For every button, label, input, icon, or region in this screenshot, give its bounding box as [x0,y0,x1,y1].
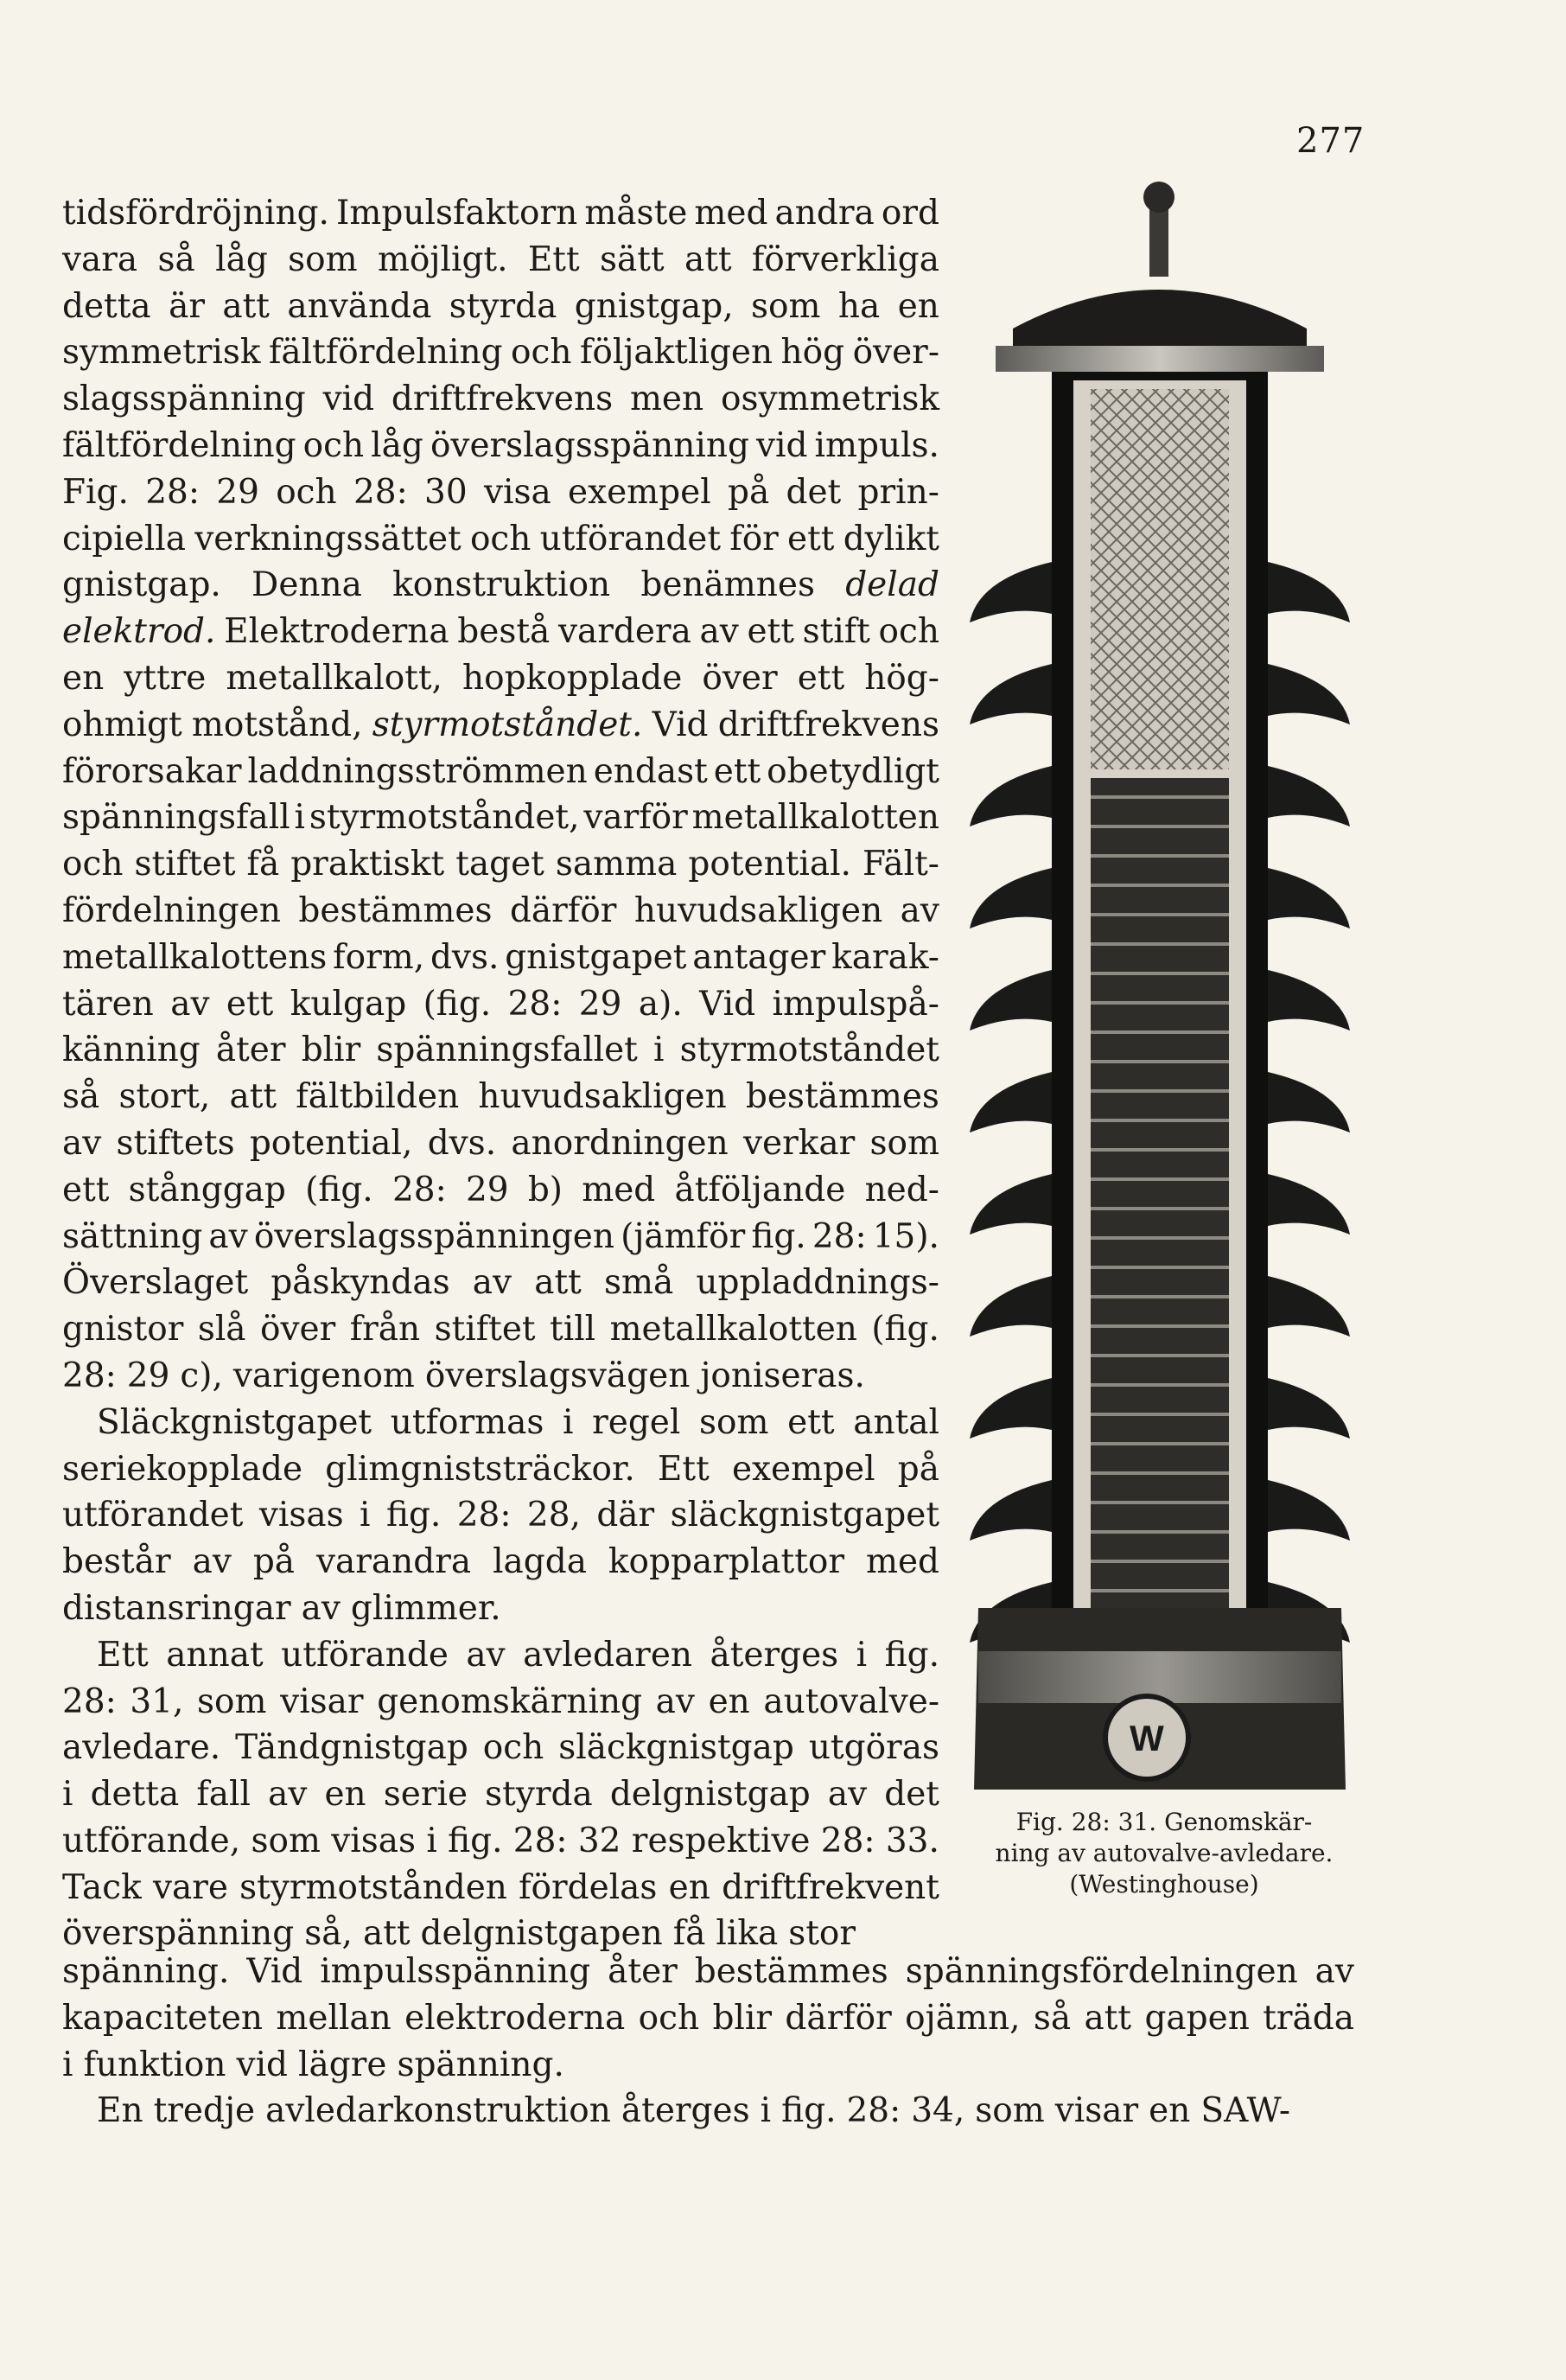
shed-left [970,1378,1052,1439]
text-line: Fig. 28: 29 och 28: 30 visa exempel på det prin- [62,472,939,512]
text-line: ohmigt motstånd, styrmotståndet. Vid driftfrekvens [62,705,939,744]
text-line: distansringar av glimmer. [62,1588,501,1628]
text-line: överspänning så, att delgnistgapen få lika stor [62,1914,856,1954]
shed-left [970,664,1052,724]
text-line: 28: 29 c), varigenom överslagsvägen joniseras. [62,1356,865,1395]
text-line: Släckgnistgapet utformas i regel som ett antal [97,1402,939,1442]
text-line: utförande, som visas i fig. 28: 32 respektive 28: 33. [62,1821,939,1860]
text-line: gnistgap. Denna konstruktion benämnes delad [62,565,939,605]
text-line: fördelningen bestämmes därför huvudsakligen av [62,890,939,930]
text-line: symmetrisk fältfördelning och följaktligen hög över- [62,333,939,373]
text-line: slagsspänning vid driftfrekvens men osymmetrisk [62,380,939,419]
text-line: i funktion vid lägre spänning. [62,2045,564,2084]
text-line: spänning. Vid impulsspänning åter bestämmes spänningsfördelningen av [62,1952,1354,1991]
shed-right [1268,766,1350,826]
figure-caption [961,1807,1367,1900]
text-line: elektrod. Elektroderna bestå vardera av ett stift och [62,612,939,652]
text-line: kapaciteten mellan elektroderna och blir därför ojämn, så att gapen träda [62,1998,1354,2038]
shed-left [970,1276,1052,1337]
text-line: i detta fall av en serie styrda delgnistgap av det [62,1775,939,1815]
shed-right [1268,1072,1350,1133]
text-line: metallkalottens form, dvs. gnistgapet antager karak- [62,937,939,977]
shed-left [970,766,1052,826]
page-number: 277 [1296,121,1365,161]
text-line: tidsfördröjning. Impulsfaktorn måste med andra ord [62,194,939,233]
text-line: ett stånggap (fig. 28: 29 b) med åtföljande ned- [62,1170,939,1209]
text-line: cipiella verkningssättet och utförandet för ett dylikt [62,519,939,558]
text-line: gnistor slå över från stiftet till metallkalotten (fig. [62,1310,939,1350]
caption-line: (Westinghouse) [1069,1870,1259,1898]
shed-right [1268,1276,1350,1337]
text-line: en yttre metallkalott, hopkopplade över ett hög- [62,658,939,698]
shed-right [1268,562,1350,622]
text-line: så stort, att fältbilden huvudsakligen bestämmes [62,1077,939,1117]
shed-left [970,1072,1052,1133]
shed-left [970,1174,1052,1235]
westinghouse-badge: W [1130,1718,1164,1758]
text-line: Ett annat utförande av avledaren återges i fig. [97,1635,939,1675]
shed-left [970,1480,1052,1541]
text-line: består av på varandra lagda kopparplattor med [62,1542,939,1582]
arrester-cutaway-photo [961,182,1359,1798]
shed-right [1268,1378,1350,1439]
text-line: av stiftets potential, dvs. anordningen verkar som [62,1123,939,1163]
figure-arrester [961,182,1359,1798]
text-line: utförandet visas i fig. 28: 28, där släckgnistgapet [62,1496,939,1535]
text-line: detta är att använda styrda gnistgap, som ha en [62,286,939,326]
text-line: avledare. Tändgnistgap och släckgnistgap utgöras [62,1728,939,1768]
body-text-wide [62,1949,1354,2134]
shed-right [1268,868,1350,928]
shed-right [1268,664,1350,724]
caption-line: ning av autovalve-avledare. [995,1839,1334,1867]
text-line: spänningsfall i styrmotståndet, varför metallkalotten [62,798,939,838]
text-line: förorsakar laddningsströmmen endast ett obetydligt [62,751,939,791]
caption-line: Fig. 28: 31. Genomskär- [1015,1808,1313,1836]
shed-left [970,970,1052,1030]
text-line: tären av ett kulgap (fig. 28: 29 a). Vid impulspå- [62,984,939,1024]
text-line: och stiftet få praktiskt taget samma potential. Fält- [62,845,939,884]
body-text-column [62,190,939,1957]
shed-right [1268,970,1350,1030]
shed-right [1268,1174,1350,1235]
shed-left [970,562,1052,622]
text-line: Överslaget påskyndas av att små uppladdnings- [62,1263,939,1303]
shed-right [1268,1480,1350,1541]
text-line: seriekopplade glimgniststräckor. Ett exempel på [62,1449,939,1489]
text-line: sättning av överslagsspänningen (jämför fig. 28: 15). [62,1216,939,1256]
text-line: fältfördelning och låg överslagsspänning vid impuls. [62,425,939,465]
text-line: En tredje avledarkonstruktion återges i fig. 28: 34, som visar en SAW- [97,2091,1291,2131]
text-line: känning åter blir spänningsfallet i styrmotståndet [62,1030,939,1070]
text-line: vara så låg som möjligt. Ett sätt att förverkliga [62,239,939,279]
text-line: Tack vare styrmotstånden fördelas en driftfrekvent [62,1867,939,1907]
shed-left [970,868,1052,928]
text-line: 28: 31, som visar genomskärning av en autovalve- [62,1681,939,1721]
